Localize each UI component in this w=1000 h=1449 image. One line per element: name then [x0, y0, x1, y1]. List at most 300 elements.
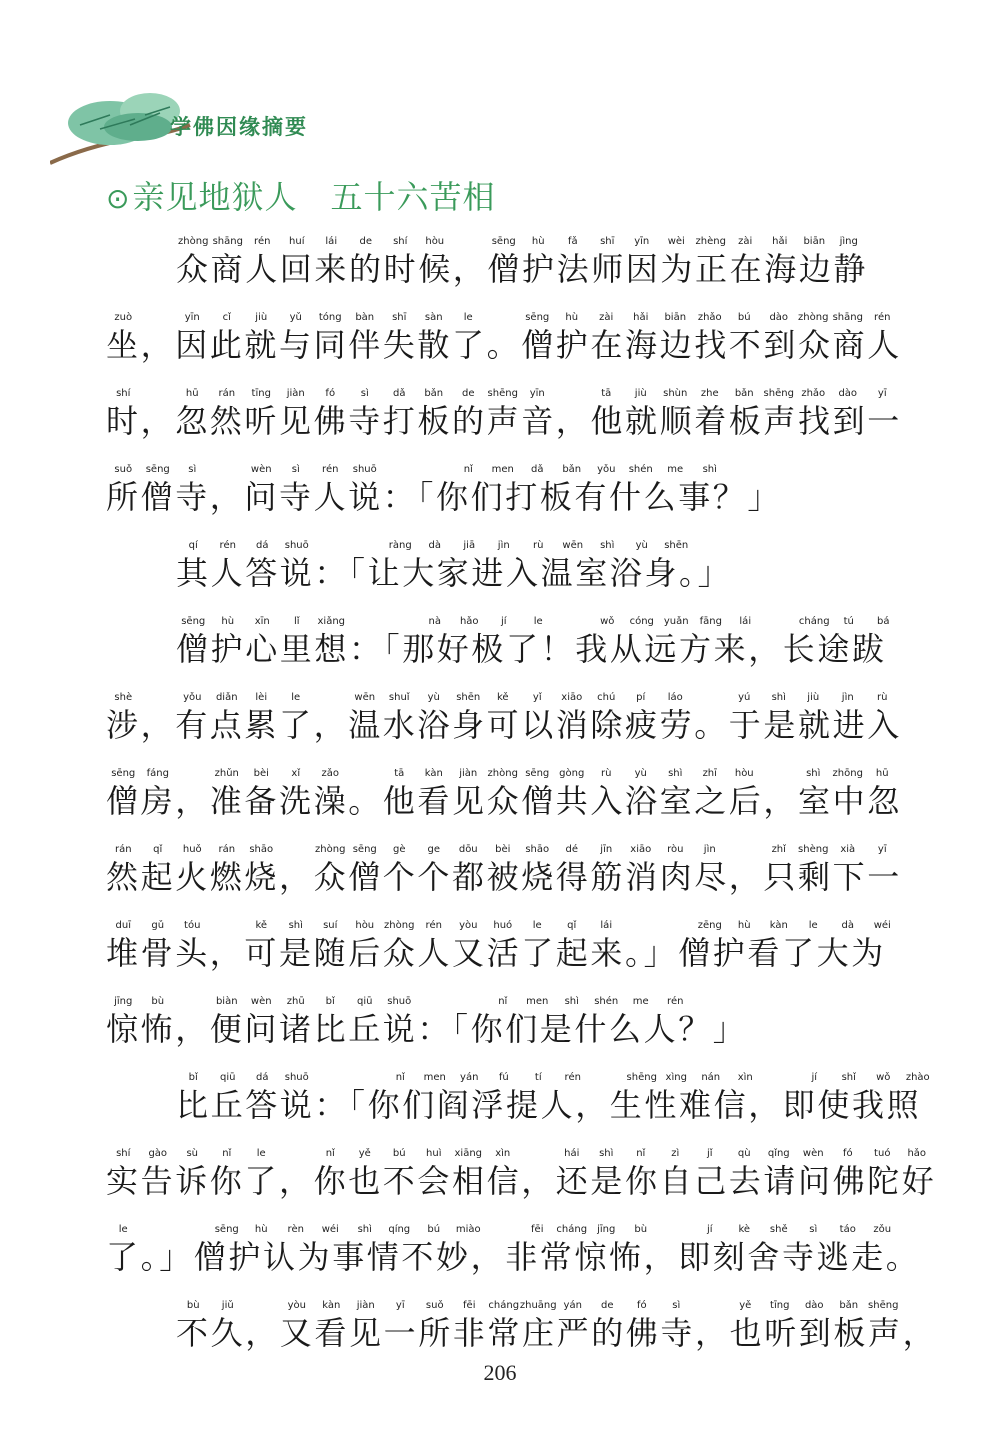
pinyin-syllable: bú: [392, 1148, 406, 1159]
pinyin-syllable: zài: [738, 236, 753, 247]
pinyin-syllable: zhōng: [832, 768, 863, 779]
pinyin-syllable: tā: [601, 388, 612, 399]
pinyin-syllable: nǐ: [636, 1148, 646, 1159]
pinyin-syllable: miào: [455, 1224, 481, 1235]
pinyin-syllable: shè: [114, 692, 133, 703]
pinyin-syllable: sēng: [181, 616, 206, 627]
pinyin-syllable: jìn: [703, 844, 716, 855]
pinyin-syllable: nán: [701, 1072, 721, 1083]
pinyin-syllable: yī: [877, 388, 887, 399]
pinyin-syllable: diǎn: [215, 692, 238, 703]
pinyin-syllable: jiù: [255, 312, 268, 323]
chinese-text: 时，忽然听见佛寺打板的声音，他就顺着板声找到一: [106, 402, 902, 440]
pinyin-syllable: wēn: [354, 692, 376, 703]
pinyin-syllable: sēng: [352, 844, 377, 855]
pinyin-syllable: bèi: [495, 844, 511, 855]
pinyin-syllable: zhū: [286, 996, 305, 1007]
pinyin-syllable: kè: [738, 1224, 751, 1235]
pinyin-syllable: yòu: [287, 1300, 306, 1311]
text-line: [0, 236, 1000, 312]
pinyin-syllable: hǎi: [633, 312, 649, 323]
pinyin-syllable: zài: [599, 312, 614, 323]
pinyin-syllable: xiǎng: [317, 616, 346, 627]
pinyin-syllable: shě: [769, 1224, 788, 1235]
pinyin-syllable: nǐ: [395, 1072, 405, 1083]
pinyin-syllable: le: [463, 312, 473, 323]
pinyin-syllable: sì: [188, 464, 197, 475]
pinyin-syllable: yù: [634, 768, 647, 779]
pinyin-syllable: yī: [395, 1300, 405, 1311]
pinyin-syllable: yǔ: [289, 312, 302, 323]
pinyin-syllable: wèi: [667, 236, 685, 247]
pinyin-syllable: xiāo: [561, 692, 583, 703]
pinyin-syllable: shǐ: [841, 1072, 856, 1083]
pinyin-syllable: hǎo: [907, 1148, 927, 1159]
book-title: 学佛因缘摘要: [170, 115, 308, 139]
pinyin-syllable: ge: [427, 844, 440, 855]
chinese-text: 堆骨头，可是随后众人又活了起来。」僧护看了大为: [106, 934, 886, 972]
pinyin-syllable: men: [491, 464, 514, 475]
pinyin-syllable: bǎn: [734, 388, 754, 399]
pinyin-syllable: dào: [804, 1300, 824, 1311]
pinyin-syllable: shēng: [626, 1072, 657, 1083]
pinyin-syllable: tú: [843, 616, 854, 627]
pinyin-syllable: rán: [218, 388, 236, 399]
pinyin-syllable: shí: [116, 388, 131, 399]
pinyin-syllable: jiù: [807, 692, 820, 703]
pinyin-syllable: wéi: [321, 1224, 339, 1235]
pinyin-syllable: zì: [671, 1148, 680, 1159]
pinyin-syllable: gòng: [559, 768, 585, 779]
pinyin-syllable: fǎ: [567, 236, 578, 247]
pinyin-syllable: fāng: [699, 616, 722, 627]
pinyin-syllable: qí: [188, 540, 198, 551]
pinyin-syllable: yòu: [459, 920, 478, 931]
pinyin-syllable: yù: [427, 692, 440, 703]
pinyin-syllable: jǐ: [706, 1148, 713, 1159]
pinyin-syllable: bǎn: [562, 464, 582, 475]
pinyin-syllable: sù: [186, 1148, 199, 1159]
pinyin-syllable: jīn: [600, 844, 613, 855]
pinyin-syllable: nà: [428, 616, 441, 627]
pinyin-syllable: táo: [839, 1224, 856, 1235]
pinyin-syllable: shāng: [212, 236, 243, 247]
pinyin-syllable: wèn: [802, 1148, 824, 1159]
pinyin-syllable: zhǎo: [801, 388, 826, 399]
pinyin-syllable: shí: [116, 1148, 131, 1159]
section-title: [106, 172, 495, 218]
pinyin-syllable: shì: [357, 1224, 372, 1235]
pinyin-syllable: dá: [256, 540, 269, 551]
pinyin-syllable: kàn: [769, 920, 788, 931]
chinese-text: 僧护心里想：「那好极了！我从远方来，长途跋: [176, 630, 887, 668]
pinyin-syllable: zǎo: [321, 768, 339, 779]
pinyin-syllable: bǎn: [424, 388, 444, 399]
chinese-text: 比丘答说：「你们阎浮提人，生性难信，即使我照: [176, 1086, 922, 1124]
pinyin-syllable: rán: [114, 844, 132, 855]
pinyin-syllable: jiā: [463, 540, 476, 551]
pinyin-syllable: zēng: [697, 920, 722, 931]
pinyin-syllable: hù: [531, 236, 545, 247]
pinyin-syllable: zuò: [114, 312, 133, 323]
pinyin-syllable: fú: [498, 1072, 509, 1083]
pinyin-syllable: hòu: [355, 920, 375, 931]
pinyin-syllable: hù: [737, 920, 751, 931]
pinyin-syllable: huì: [426, 1148, 442, 1159]
pinyin-syllable: hái: [564, 1148, 580, 1159]
pinyin-syllable: rén: [667, 996, 684, 1007]
chinese-text: 其人答说：「让大家进入温室浴身。」: [176, 554, 733, 592]
pinyin-syllable: tóu: [184, 920, 201, 931]
pinyin-syllable: yīn: [529, 388, 545, 399]
pinyin-syllable: kàn: [322, 1300, 341, 1311]
pinyin-syllable: bù: [151, 996, 165, 1007]
pinyin-syllable: shāo: [249, 844, 274, 855]
pinyin-syllable: shuō: [284, 1072, 309, 1083]
pinyin-syllable: wéi: [873, 920, 891, 931]
pinyin-syllable: sēng: [214, 1224, 239, 1235]
pinyin-syllable: zhī: [702, 768, 717, 779]
pinyin-syllable: hǎi: [772, 236, 788, 247]
pinyin-syllable: bú: [737, 312, 751, 323]
pinyin-syllable: fáng: [146, 768, 169, 779]
pinyin-syllable: shāng: [832, 312, 863, 323]
pinyin-syllable: xìn: [737, 1072, 753, 1083]
pinyin-syllable: fó: [636, 1300, 647, 1311]
pinyin-syllable: rén: [219, 540, 236, 551]
pinyin-syllable: jiù: [634, 388, 647, 399]
pinyin-syllable: qǐ: [153, 844, 163, 855]
pinyin-syllable: shì: [288, 920, 303, 931]
pinyin-syllable: yán: [460, 1072, 479, 1083]
pinyin-syllable: jìng: [839, 236, 858, 247]
text-line: [0, 312, 1000, 388]
pinyin-syllable: lǐ: [293, 616, 300, 627]
chinese-text: 所僧寺，问寺人说：「你们打板有什么事？」: [106, 478, 783, 516]
pinyin-syllable: jiàn: [356, 1300, 375, 1311]
pinyin-syllable: shēn: [664, 540, 689, 551]
pinyin-syllable: hū: [185, 388, 199, 399]
pinyin-syllable: zhuāng: [519, 1300, 557, 1311]
pinyin-syllable: le: [808, 920, 818, 931]
pinyin-syllable: nǐ: [222, 1148, 232, 1159]
pinyin-syllable: shuō: [387, 996, 412, 1007]
pinyin-syllable: jīng: [114, 996, 133, 1007]
pinyin-syllable: zhòng: [798, 312, 829, 323]
pinyin-syllable: sēng: [491, 236, 516, 247]
pinyin-syllable: shuō: [352, 464, 377, 475]
pinyin-syllable: bù: [186, 1300, 200, 1311]
pinyin-syllable: de: [359, 236, 372, 247]
pinyin-syllable: zhǎo: [697, 312, 722, 323]
pinyin-syllable: shì: [564, 996, 579, 1007]
pinyin-syllable: zǒu: [873, 1224, 892, 1235]
pinyin-syllable: hòu: [425, 236, 445, 247]
pinyin-syllable: sàn: [424, 312, 443, 323]
pinyin-syllable: shēng: [868, 1300, 899, 1311]
pinyin-syllable: zhào: [905, 1072, 930, 1083]
pinyin-syllable: cǐ: [222, 312, 231, 323]
text-line: [0, 1148, 1000, 1224]
pinyin-syllable: yǒu: [183, 692, 202, 703]
pinyin-syllable: bǎn: [839, 1300, 859, 1311]
chinese-text: 惊怖，便问诸比丘说：「你们是什么人？」: [106, 1010, 748, 1048]
pinyin-syllable: me: [632, 996, 649, 1007]
pinyin-syllable: xìng: [665, 1072, 687, 1083]
pinyin-syllable: zhǔn: [214, 768, 239, 779]
pinyin-syllable: sēng: [525, 312, 550, 323]
pinyin-syllable: gǔ: [151, 920, 165, 931]
pinyin-syllable: shì: [599, 1148, 614, 1159]
pinyin-syllable: wǒ: [876, 1072, 891, 1083]
pinyin-syllable: shēng: [763, 388, 794, 399]
chinese-text: 坐，因此就与同伴失散了。僧护在海边找不到众商人: [106, 326, 902, 364]
pinyin-syllable: biān: [664, 312, 687, 323]
pinyin-syllable: biàn: [215, 996, 238, 1007]
pinyin-syllable: dōu: [458, 844, 478, 855]
text-line: [0, 768, 1000, 844]
pinyin-syllable: shì: [668, 768, 683, 779]
text-line: [0, 1224, 1000, 1300]
pinyin-syllable: tīng: [251, 388, 271, 399]
pinyin-syllable: jìn: [497, 540, 510, 551]
chinese-text: 僧房，准备洗澡。他看见众僧共入浴室之后，室中忽: [106, 782, 902, 820]
pinyin-syllable: rén: [564, 1072, 581, 1083]
pinyin-syllable: xiāo: [630, 844, 652, 855]
pinyin-syllable: jiàn: [459, 768, 478, 779]
text-line: [0, 844, 1000, 920]
pinyin-syllable: le: [256, 1148, 266, 1159]
pinyin-syllable: shì: [600, 540, 615, 551]
pinyin-syllable: hù: [565, 312, 579, 323]
pinyin-syllable: dào: [769, 312, 789, 323]
pinyin-syllable: yī: [877, 844, 887, 855]
text-line: [0, 464, 1000, 540]
pinyin-syllable: jí: [811, 1072, 818, 1083]
pinyin-syllable: xià: [840, 844, 856, 855]
pinyin-syllable: dá: [256, 1072, 269, 1083]
pinyin-syllable: bǐ: [188, 1072, 198, 1083]
pinyin-syllable: jí: [706, 1224, 713, 1235]
pinyin-syllable: wǒ: [600, 616, 615, 627]
pinyin-syllable: dé: [565, 844, 578, 855]
pinyin-syllable: suí: [323, 920, 338, 931]
pinyin-syllable: tóng: [318, 312, 342, 323]
pinyin-syllable: kàn: [424, 768, 443, 779]
chinese-text: 众商人回来的时候，僧护法师因为正在海边静: [176, 250, 869, 288]
pinyin-syllable: cóng: [629, 616, 654, 627]
pinyin-syllable: jiǔ: [221, 1300, 234, 1311]
pinyin-syllable: zhèng: [695, 236, 726, 247]
pinyin-syllable: zhòng: [315, 844, 346, 855]
pinyin-syllable: sēng: [111, 768, 136, 779]
pinyin-syllable: suǒ: [114, 464, 133, 475]
pinyin-syllable: tīng: [770, 1300, 790, 1311]
pinyin-syllable: shī: [392, 312, 407, 323]
pinyin-syllable: dǎ: [531, 464, 544, 475]
pinyin-syllable: le: [291, 692, 301, 703]
pinyin-syllable: rù: [877, 692, 888, 703]
pinyin-syllable: shùn: [663, 388, 688, 399]
chinese-text: 不久，又看见一所非常庄严的佛寺，也听到板声，: [176, 1314, 938, 1352]
pinyin-syllable: shuō: [284, 540, 309, 551]
pinyin-syllable: biān: [803, 236, 826, 247]
pinyin-syllable: zhòng: [178, 236, 209, 247]
pinyin-syllable: kě: [255, 920, 268, 931]
pinyin-syllable: rén: [322, 464, 339, 475]
pinyin-syllable: dà: [428, 540, 441, 551]
pinyin-syllable: men: [423, 1072, 446, 1083]
pinyin-syllable: bú: [427, 1224, 441, 1235]
pinyin-syllable: yán: [563, 1300, 582, 1311]
pinyin-syllable: nǐ: [498, 996, 508, 1007]
pinyin-syllable: kě: [496, 692, 509, 703]
pinyin-syllable: xǐ: [291, 768, 301, 779]
page-number: 206: [483, 1360, 517, 1385]
pinyin-syllable: sēng: [525, 768, 550, 779]
pinyin-syllable: láo: [667, 692, 683, 703]
pinyin-syllable: rén: [874, 312, 891, 323]
pinyin-syllable: yǐ: [532, 692, 542, 703]
pinyin-syllable: duī: [115, 920, 131, 931]
pinyin-syllable: de: [601, 1300, 614, 1311]
pinyin-syllable: yú: [738, 692, 751, 703]
pinyin-syllable: le: [532, 920, 542, 931]
pinyin-syllable: nǐ: [325, 1148, 335, 1159]
pinyin-syllable: shì: [771, 692, 786, 703]
pinyin-syllable: pí: [636, 692, 646, 703]
pinyin-syllable: hǎo: [459, 616, 479, 627]
pinyin-syllable: shēn: [456, 692, 481, 703]
pinyin-syllable: zhǐ: [771, 844, 786, 855]
pinyin-syllable: shén: [628, 464, 653, 475]
pinyin-syllable: xìn: [495, 1148, 511, 1159]
pinyin-syllable: bàn: [355, 312, 375, 323]
pinyin-syllable: qiū: [220, 1072, 236, 1083]
pinyin-syllable: qíng: [388, 1224, 411, 1235]
pinyin-syllable: lái: [600, 920, 613, 931]
pinyin-syllable: qiū: [357, 996, 373, 1007]
pinyin-syllable: nǐ: [463, 464, 473, 475]
pinyin-syllable: wèn: [250, 464, 272, 475]
pinyin-syllable: rù: [601, 768, 612, 779]
pinyin-syllable: bù: [634, 1224, 648, 1235]
pinyin-syllable: zhòng: [384, 920, 415, 931]
pinyin-syllable: tuó: [874, 1148, 891, 1159]
text-line: [0, 920, 1000, 996]
pinyin-syllable: shì: [702, 464, 717, 475]
section-title-text: 亲见地狱人 五十六苦相: [132, 178, 496, 216]
pinyin-syllable: cháng: [798, 616, 830, 627]
pinyin-syllable: fó: [842, 1148, 853, 1159]
pinyin-syllable: bá: [877, 616, 890, 627]
text-line: [0, 996, 1000, 1072]
pinyin-syllable: yě: [739, 1300, 752, 1311]
pinyin-syllable: shuǐ: [388, 692, 410, 703]
pinyin-syllable: dào: [838, 388, 858, 399]
pinyin-syllable: sì: [672, 1300, 681, 1311]
pinyin-syllable: ràng: [388, 540, 412, 551]
pinyin-syllable: shī: [600, 236, 615, 247]
pinyin-syllable: cháng: [556, 1224, 588, 1235]
pinyin-syllable: tā: [394, 768, 405, 779]
pinyin-syllable: tí: [534, 1072, 542, 1083]
pinyin-syllable: me: [667, 464, 684, 475]
pinyin-syllable: rén: [254, 236, 271, 247]
pinyin-syllable: yīn: [184, 312, 200, 323]
pinyin-syllable: rán: [218, 844, 236, 855]
pinyin-syllable: fēi: [463, 1300, 476, 1311]
pinyin-syllable: lái: [325, 236, 338, 247]
pinyin-syllable: qǐ: [567, 920, 577, 931]
pinyin-syllable: dǎ: [393, 388, 406, 399]
pinyin-syllable: sì: [291, 464, 300, 475]
pinyin-syllable: hù: [221, 616, 235, 627]
pinyin-syllable: bǐ: [325, 996, 335, 1007]
pinyin-syllable: cháng: [488, 1300, 520, 1311]
pinyin-syllable: yě: [358, 1148, 371, 1159]
pinyin-syllable: gè: [393, 844, 406, 855]
pinyin-syllable: men: [526, 996, 549, 1007]
pinyin-syllable: hòu: [734, 768, 754, 779]
pinyin-syllable: huǒ: [182, 844, 202, 855]
pinyin-syllable: hù: [254, 1224, 268, 1235]
chinese-text: 了。」僧护认为事情不妙，非常惊怖，即刻舍寺逃走。: [106, 1238, 921, 1276]
pinyin-syllable: rén: [425, 920, 442, 931]
pinyin-syllable: qù: [737, 1148, 751, 1159]
pinyin-syllable: fó: [325, 388, 336, 399]
pinyin-syllable: lèi: [255, 692, 268, 703]
pinyin-syllable: xiāng: [454, 1148, 483, 1159]
pinyin-syllable: jìn: [841, 692, 854, 703]
pinyin-syllable: huó: [493, 920, 513, 931]
pinyin-syllable: hū: [875, 768, 889, 779]
pinyin-syllable: zhe: [700, 388, 719, 399]
pinyin-syllable: shén: [594, 996, 619, 1007]
pinyin-syllable: sì: [360, 388, 369, 399]
pinyin-syllable: yù: [635, 540, 648, 551]
pinyin-syllable: shāo: [525, 844, 550, 855]
text-line: [0, 692, 1000, 768]
pinyin-syllable: wèn: [250, 996, 272, 1007]
chinese-text: 然起火燃烧，众僧个个都被烧得筋消肉尽，只剩下一: [106, 858, 902, 896]
chinese-text: 实告诉你了，你也不会相信，还是你自己去请问佛陀好: [106, 1162, 937, 1200]
pinyin-syllable: sēng: [145, 464, 170, 475]
pinyin-syllable: jí: [500, 616, 507, 627]
pinyin-syllable: huí: [289, 236, 305, 247]
pinyin-syllable: xīn: [254, 616, 270, 627]
pinyin-syllable: shí: [393, 236, 408, 247]
pinyin-syllable: gào: [148, 1148, 168, 1159]
pinyin-syllable: sì: [809, 1224, 818, 1235]
pinyin-syllable: shì: [806, 768, 821, 779]
pinyin-syllable: ròu: [667, 844, 684, 855]
pinyin-syllable: lái: [739, 616, 752, 627]
pinyin-syllable: yīn: [634, 236, 650, 247]
pinyin-syllable: le: [533, 616, 543, 627]
pinyin-syllable: suǒ: [425, 1300, 444, 1311]
pinyin-syllable: qǐng: [767, 1148, 790, 1159]
pinyin-syllable: shèng: [798, 844, 829, 855]
pinyin-syllable: chú: [597, 692, 616, 703]
pinyin-syllable: rù: [533, 540, 544, 551]
pinyin-syllable: bèi: [253, 768, 269, 779]
pinyin-syllable: zhòng: [487, 768, 518, 779]
text-line: [0, 540, 1000, 616]
pinyin-syllable: de: [462, 388, 475, 399]
pinyin-syllable: yuǎn: [663, 616, 689, 627]
pinyin-syllable: wēn: [562, 540, 584, 551]
